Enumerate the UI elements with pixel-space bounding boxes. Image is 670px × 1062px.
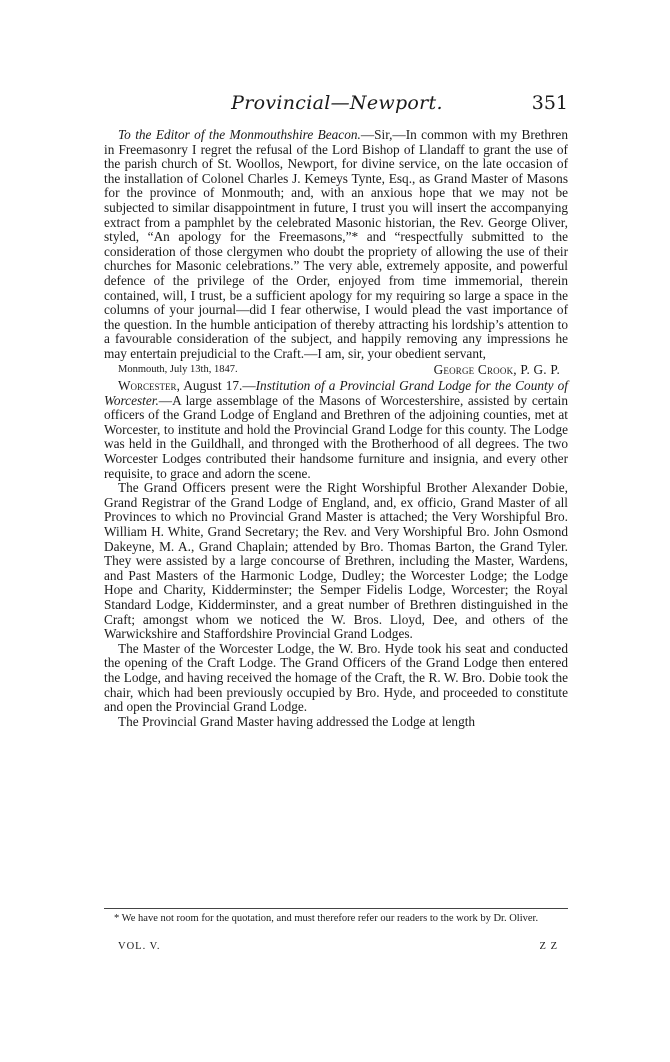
letter-text: —Sir,—In common with my Brethren in Freemasonry I regret the refusal of the Lord Bishop of Llandaff to grant the use of the parish church of St. Woollos, Newport, for divine service, on the late occasion of the installation of Colonel Charles J. Kemeys Tynte, Esq., as Grand Master of Masons for the province of Monmouth; and, with an anxious hope that we may not be subjected to similar disappointment in future, I trust you will insert the accompanying extract from a pamphlet by the celebrated Masonic historian, the Rev. George Oliver, styled, “An apology for the Freemasons,”* and “respectfully submitted to the consideration of those clergymen who doubt the propriety of allowing the use of their churches for Masonic celebrations.” The very able, extremely apposite, and powerful defence of the privilege of the Order, enjoyed from time immemorial, therein contained, will, I trust, be a sufficient apology for my requiring so large a space in the columns of your journal—did I fear otherwise, I would plead the vast importance of the question. In the humble anticipation of thereby attracting his lordship’s attention to a favourable consideration of the subject, and happily removing any impressions he may entertain prejudicial to the Craft.—I am, sir, your obedient servant, <box>104 127 568 361</box>
worcester-heading: Institution of a Provincial Grand Lodge for the County of Worcester. <box>104 378 568 408</box>
footnote <box>104 913 568 925</box>
worcester-paragraph-1-text: —A large assemblage of the Masons of Worcestershire, assisted by certain officers of the Grand Lodge of England and Brethren of the adjoining counties, met at Worcester, to institute and hold the Provincial Grand Lodge for this county. The Lodge was held in the Guildhall, and thronged with the Brotherhood of all degrees. The two Worcester Lodges contributed their handsome furniture and insignia, and every other requisite, to grace and adorn the scene. <box>104 392 568 481</box>
volume-label: VOL. V. <box>118 941 161 952</box>
letter-signature-line <box>104 363 568 378</box>
footnote-rule <box>104 908 568 909</box>
signature-mark: Z Z <box>539 941 558 952</box>
worcester-paragraph-2: The Grand Officers present were the Right Worshipful Brother Alexander Dobie, Grand Registrar of the Grand Lodge of England, and, ex officio, Grand Master of all Provinces to which no Provincial Grand Master is attached; the Very Worshipful Bro. William H. White, Grand Secretary; the Rev. and Very Worshipful Bro. John Osmond Dakeyne, M. A., Grand Chaplain; attended by Bro. Thomas Barton, the Grand Tyler. They were assisted by a large concourse of Brethren, including the Master, Wardens, and Past Masters of the Harmonic Lodge, Dudley; the Worcester Lodge; the Lodge Hope and Charity, Kidderminster; the Semper Fidelis Lodge, Worcester; the Royal Standard Lodge, Kidderminster, and a great number of Brethren distinguished in the Craft; amongst whom we noticed the W. Bros. Lloyd, Dee, and others of the Warwickshire and Staffordshire Provincial Grand Lodges. <box>104 480 568 642</box>
letter-date: Monmouth, July 13th, 1847. <box>118 363 238 375</box>
letter-signature: George Crook, P. G. P. <box>433 361 560 377</box>
worcester-paragraph-4: The Provincial Grand Master having addressed the Lodge at length <box>118 713 476 729</box>
running-title: Provincial—Newport. <box>231 92 443 114</box>
worcester-place: Worcester <box>118 378 177 394</box>
letter-paragraph <box>104 128 568 362</box>
worcester-dateline: , August 17.— <box>176 378 256 394</box>
letter-opening: To the Editor of the Monmouthshire Beacon. <box>118 127 361 142</box>
footnote-text: * We have not room for the quotation, and must therefore refer our readers to the work by Dr. Oliver. <box>114 913 539 924</box>
article-body <box>104 128 568 729</box>
worcester-paragraph-3: The Master of the Worcester Lodge, the W. Bro. Hyde took his seat and conducted the opening of the Craft Lodge. The Grand Officers of the Grand Lodge then entered the Lodge, and having received the homage of the Craft, the R. W. Bro. Dobie took the chair, which had been previously occupied by Bro. Hyde, and proceeded to constitute and open the Provincial Grand Lodge. <box>104 640 568 715</box>
page-number: 351 <box>531 92 568 114</box>
page-header <box>106 92 568 118</box>
page-footer <box>118 941 558 952</box>
worcester-paragraph-1 <box>104 379 568 481</box>
